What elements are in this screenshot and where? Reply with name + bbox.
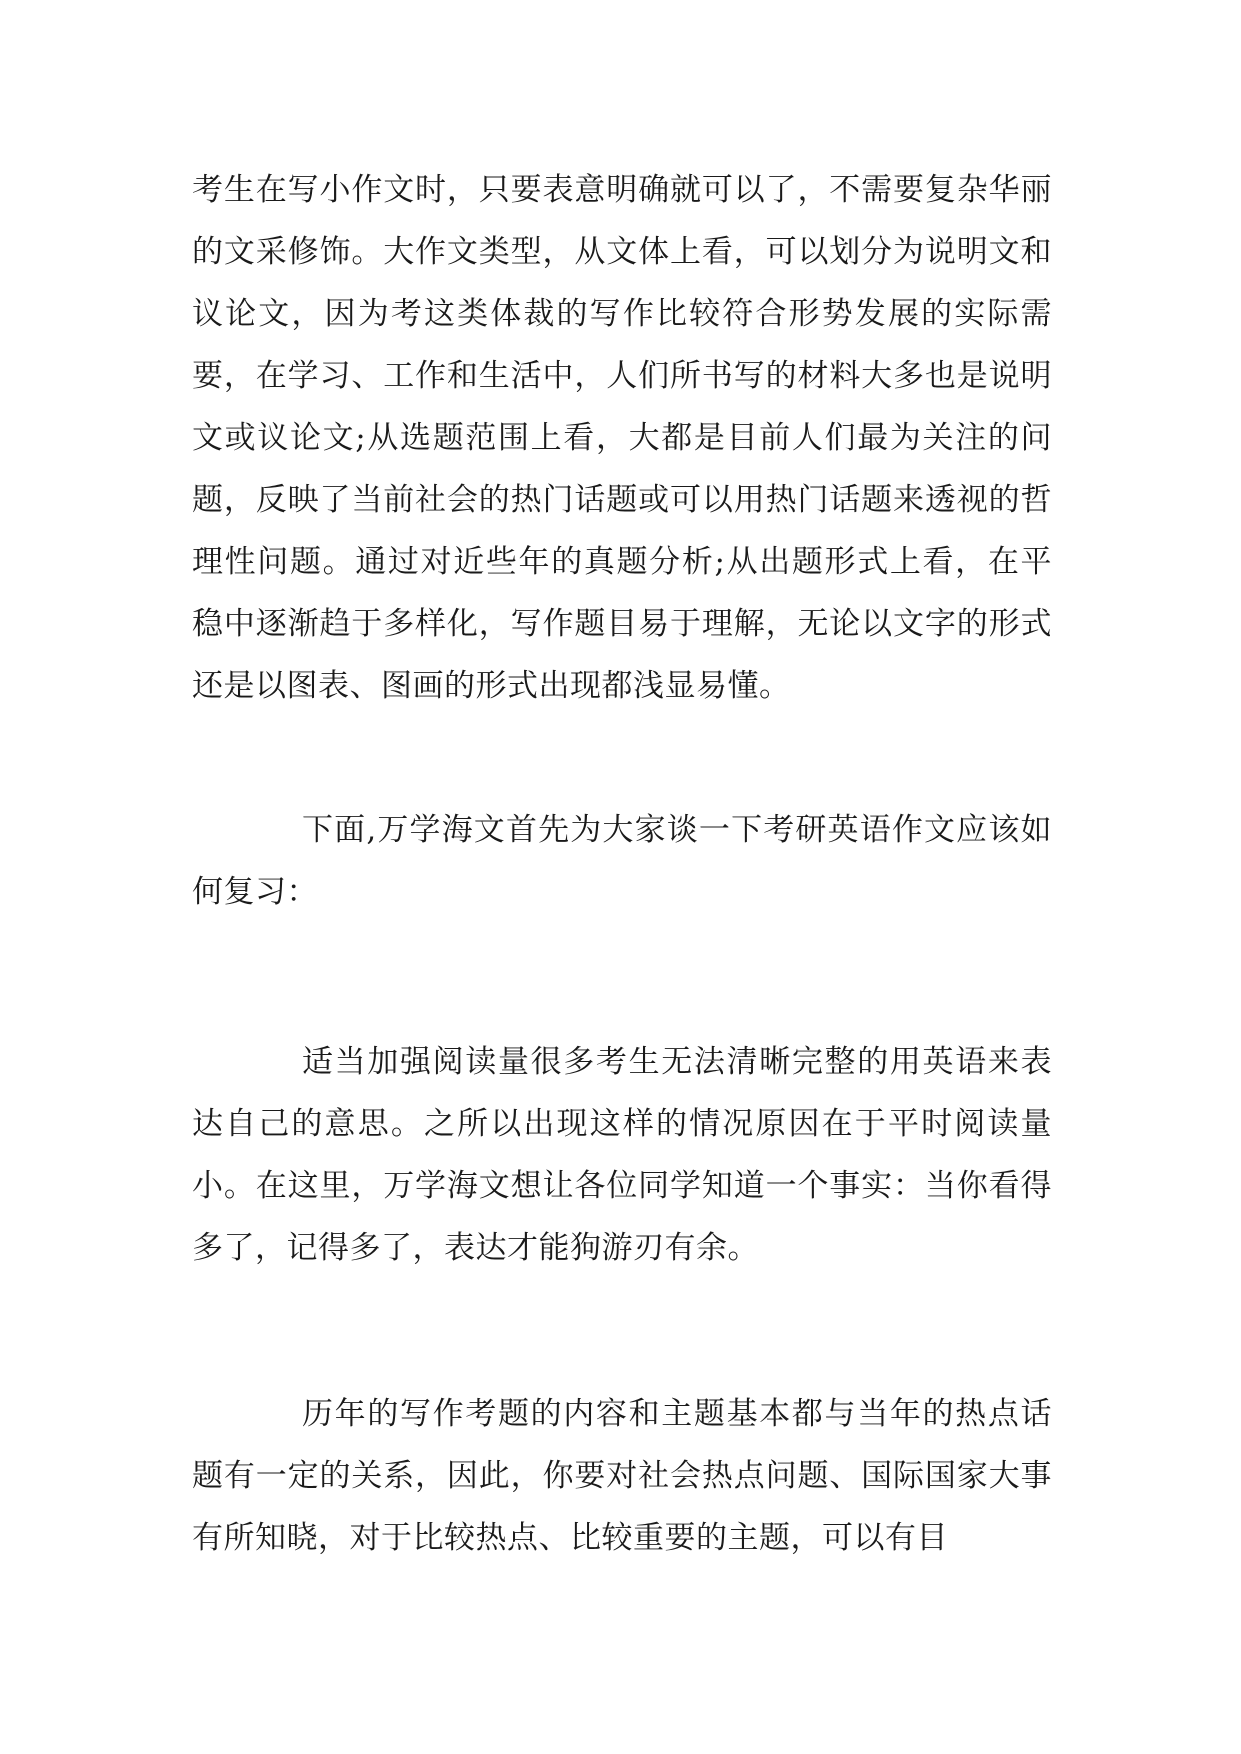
paragraph-writing-genres: 考生在写小作文时，只要表意明确就可以了，不需要复杂华丽的文采修饰。大作文类型，从文体上看，可以划分为说明文和议论文，因为考这类体裁的写作比较符合形势发展的实际需要，在学习、工作和生活中，人们所书写的材料大多也是说明文或议论文;从选题范围上看，大都是目前人们最为关注的问题，反映了当前社会的热门话题或可以用热门话题来透视的哲理性问题。通过对近些年的真题分析;从出题形式上看，在平稳中逐渐趋于多样化，写作题目易于理解，无论以文字的形式还是以图表、图画的形式出现都浅显易懂。	[192, 172, 1052, 704]
paragraph-hot-topics: 历年的写作考题的内容和主题基本都与当年的热点话题有一定的关系，因此，你要对社会热点问题、国际国家大事有所知晓，对于比较热点、比较重要的主题，可以有目	[192, 1396, 1052, 1556]
paragraph-reading-volume: 适当加强阅读量很多考生无法清晰完整的用英语来表达自己的意思。之所以出现这样的情况原因在于平时阅读量小。在这里，万学海文想让各位同学知道一个事实：当你看得多了，记得多了，表达才能狗游刃有余。	[192, 1044, 1052, 1266]
paragraph-intro-review: 下面,万学海文首先为大家谈一下考研英语作文应该如何复习：	[192, 812, 1052, 910]
